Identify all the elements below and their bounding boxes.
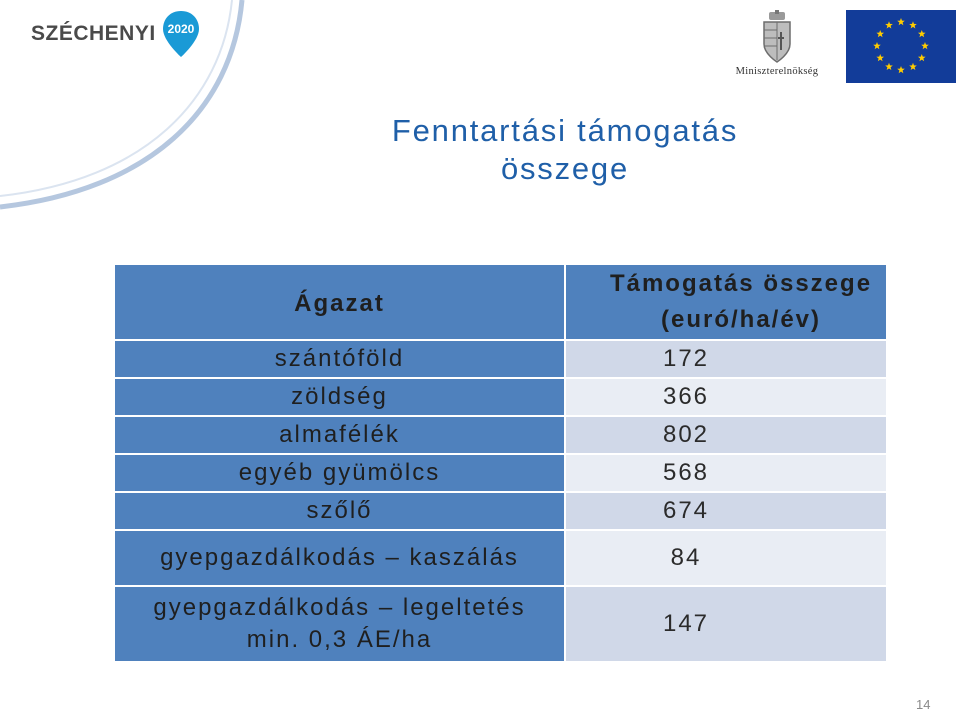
eu-star-icon xyxy=(885,21,893,28)
eu-star-icon xyxy=(909,21,917,28)
sector-cell: szántóföld xyxy=(114,340,565,378)
eu-star-icon xyxy=(873,42,881,49)
eu-star-icon xyxy=(918,30,926,37)
eu-star-icon xyxy=(909,63,917,70)
amount-cell: 568 xyxy=(565,454,887,492)
eu-star-icon xyxy=(897,66,905,73)
sector-line2: min. 0,3 ÁE/ha xyxy=(246,626,433,653)
logo-year: 2020 xyxy=(167,22,195,36)
support-amount-table xyxy=(113,263,888,663)
coat-of-arms-icon xyxy=(760,10,794,64)
header-amount xyxy=(565,264,887,340)
sector-cell: almafélék xyxy=(114,416,565,454)
amount-cell: 172 xyxy=(565,340,887,378)
eu-flag xyxy=(846,10,956,83)
header-amount-line1: Támogatás összege xyxy=(609,270,873,297)
eu-star-icon xyxy=(921,42,929,49)
eu-star-icon xyxy=(897,18,905,25)
table-row xyxy=(114,340,887,378)
amount-cell: 674 xyxy=(565,492,887,530)
page-number: 14 xyxy=(916,697,931,712)
sector-cell: egyéb gyümölcs xyxy=(114,454,565,492)
eu-star-icon xyxy=(876,54,884,61)
table-row xyxy=(114,378,887,416)
sector-cell: gyepgazdálkodás – kaszálás xyxy=(114,530,565,586)
header-amount-line2: (euró/ha/év) xyxy=(660,306,822,333)
szechenyi-logo-text: SZÉCHENYI xyxy=(31,22,156,45)
sector-cell: szőlő xyxy=(114,492,565,530)
table-row xyxy=(114,454,887,492)
page-title xyxy=(340,112,790,188)
sector-cell xyxy=(114,586,565,662)
header-sector: Ágazat xyxy=(114,264,565,340)
ministry-name: Miniszterelnökség xyxy=(735,66,819,77)
table-row xyxy=(114,416,887,454)
table-row xyxy=(114,492,887,530)
eu-star-icon xyxy=(918,54,926,61)
title-line-1: Fenntartási támogatás xyxy=(391,113,739,148)
table-header-row xyxy=(114,264,887,340)
sector-cell: zöldség xyxy=(114,378,565,416)
table-row xyxy=(114,530,887,586)
amount-cell: 802 xyxy=(565,416,887,454)
ministry-logo xyxy=(725,10,829,77)
amount-cell: 366 xyxy=(565,378,887,416)
map-pin-icon xyxy=(160,9,202,59)
eu-stars-icon xyxy=(846,10,956,83)
eu-star-icon xyxy=(885,63,893,70)
sector-line1: gyepgazdálkodás – legeltetés xyxy=(153,594,526,621)
amount-cell: 84 xyxy=(565,530,887,586)
szechenyi-2020-logo xyxy=(31,9,202,59)
table-row xyxy=(114,586,887,662)
title-line-2: összege xyxy=(500,151,630,186)
amount-cell: 147 xyxy=(565,586,887,662)
eu-star-icon xyxy=(876,30,884,37)
